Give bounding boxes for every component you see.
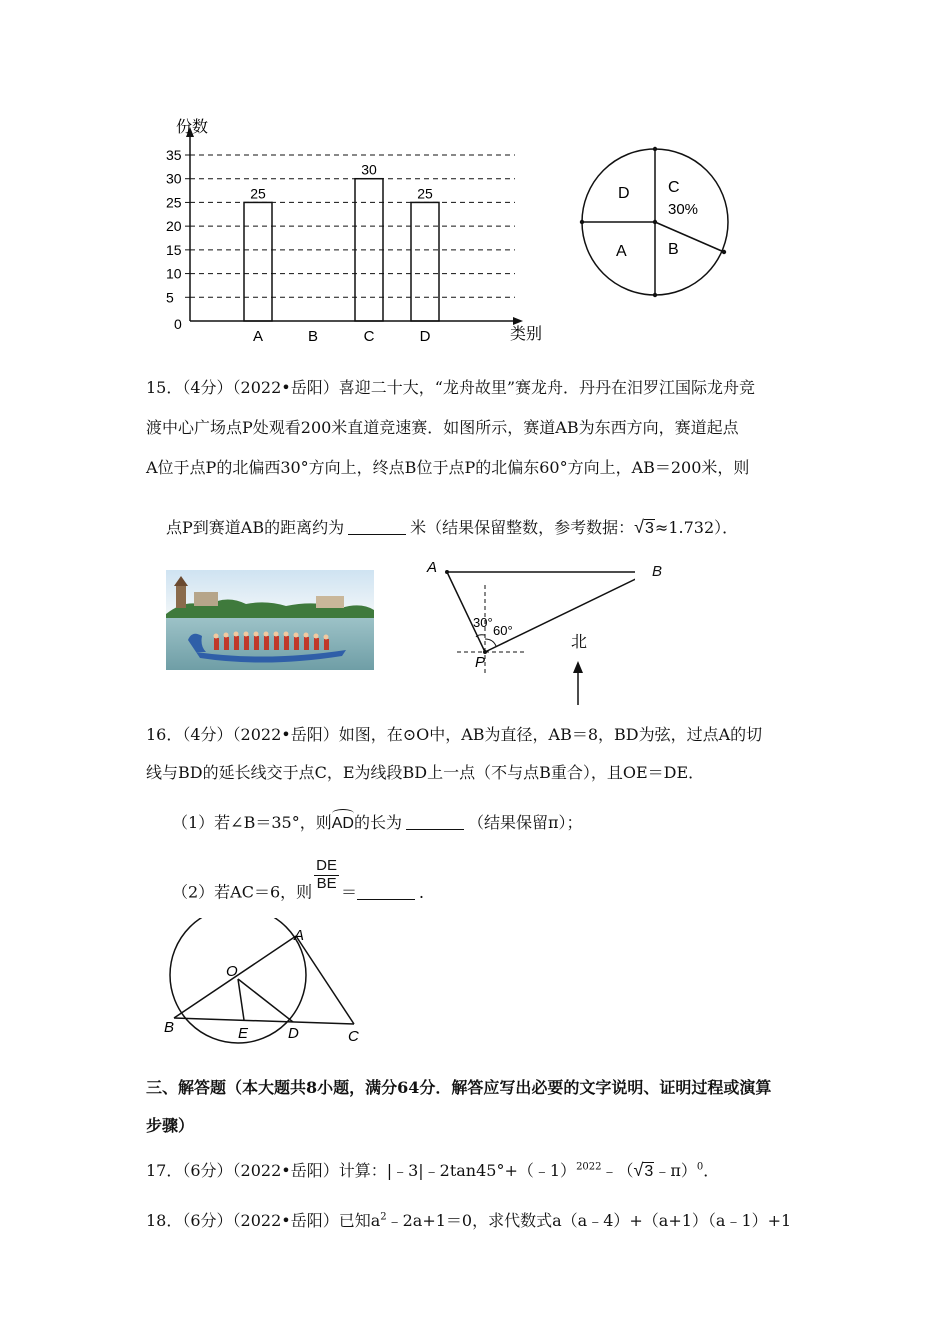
q15-line4-text-c: ≈1.732）．	[654, 518, 739, 537]
fraction-numerator: DE	[316, 857, 338, 874]
pie-chart	[570, 140, 740, 310]
y-tick-label: 10	[166, 265, 182, 282]
pie-label-c-percent: 30%	[668, 201, 699, 218]
bar-data-label: 30	[361, 161, 377, 178]
q16-part2-text-b: ＝	[341, 882, 358, 902]
segment-od	[238, 979, 293, 1022]
q16-line2: 线与BD的延长线交于点C，E为线段BD上一点（不与点B重合），且OE＝DE．	[146, 763, 705, 782]
q18-text-a: 18．（6分）（2022•岳阳）已知a	[146, 1211, 381, 1230]
fraction-de-over-be	[314, 858, 339, 892]
y-tick-label: 5	[166, 289, 174, 306]
pie-divider-c-b	[655, 222, 724, 252]
q17-line	[146, 1158, 719, 1181]
q17-text-d: ．	[703, 1161, 720, 1180]
q16-part2-text-c: ．	[419, 882, 436, 902]
sqrt-symbol: √	[633, 1160, 644, 1180]
segment-pa	[447, 572, 485, 652]
dragon-boat-photo	[166, 570, 374, 670]
label-north: 北	[571, 634, 588, 651]
q15-line3: A位于点P的北偏西30°方向上，终点B位于点P的北偏东60°方向上，AB＝200米，则	[146, 458, 750, 477]
y-tick-label: 15	[166, 241, 182, 258]
q16-part2-blank[interactable]	[357, 885, 415, 900]
q15-line4-text-b: 米（结果保留整数，参考数据：	[410, 518, 635, 537]
y-tick-label: 0	[174, 316, 182, 332]
bar-chart-gridlines	[185, 155, 515, 297]
y-tick-label: 35	[166, 147, 182, 163]
pie-point	[653, 147, 657, 151]
pie-label-b: B	[668, 241, 679, 258]
q16-circle-figure	[160, 918, 380, 1048]
q17-text-c: ﹣π）	[654, 1161, 697, 1180]
pie-point	[580, 220, 584, 224]
q17-text-b: ﹣（	[601, 1161, 634, 1180]
pie-center	[653, 220, 657, 224]
q17-text-a: 17．（6分）（2022•岳阳）计算：|﹣3|﹣2tan45°+（﹣1）	[146, 1161, 577, 1180]
pie-label-c: C	[668, 179, 680, 196]
q16-part1-blank[interactable]	[406, 815, 464, 830]
section3-heading: 三、解答题（本大题共8小题，满分64分．解答应写出必要的文字说明、证明过程或演算	[146, 1078, 772, 1097]
y-tick-label: 20	[166, 218, 182, 235]
pie-point	[653, 293, 657, 297]
q16-part2	[172, 857, 436, 910]
sqrt-radicand: 3	[644, 1163, 654, 1180]
q16-part1	[172, 810, 583, 833]
q16-part1-text-c: （结果保留π）；	[467, 813, 583, 832]
bar-chart-xlabel: 类别	[510, 326, 543, 343]
bar-chart-ylabel: 份数	[176, 119, 209, 136]
label-a: A	[427, 559, 438, 576]
pie-label-d: D	[618, 185, 630, 202]
dragon-boat-image	[166, 570, 374, 670]
bar	[244, 202, 272, 321]
fraction-denominator: BE	[316, 874, 337, 892]
q15-line4	[166, 515, 738, 538]
q18-text-b: ﹣2a+1＝0，求代数式a（a﹣4）+（a+1）（a﹣1）+1	[386, 1211, 792, 1230]
bar	[411, 202, 439, 321]
x-tick-label: A	[252, 328, 264, 345]
sqrt-radicand: 3	[645, 520, 654, 537]
q15-line1: 15．（4分）（2022•岳阳）喜迎二十大，“龙舟故里”赛龙舟．丹丹在汨罗江国际龙舟竞	[146, 378, 756, 397]
point-a	[445, 570, 449, 574]
q16-part2-text-a: （2）若AC＝6，则	[172, 882, 313, 902]
section3-heading-cont: 步骤）	[146, 1116, 195, 1135]
q17-exponent-0: 0	[696, 1161, 704, 1173]
x-tick-label: D	[419, 328, 431, 345]
y-tick-label: 25	[166, 194, 182, 211]
q15-direction-figure	[415, 555, 635, 710]
q18-exponent: 2	[380, 1211, 387, 1223]
north-arrow-icon	[573, 661, 583, 673]
bar-chart-tick-labels	[166, 147, 431, 345]
segment-bc	[174, 1018, 354, 1024]
q18-line	[146, 1208, 791, 1231]
q15-line2: 渡中心广场点P处观看200米直道竞速赛．如图所示，赛道AB为东西方向，赛道起点	[146, 418, 739, 437]
segment-pb	[485, 572, 635, 652]
label-b: B	[164, 1019, 175, 1036]
label-o: O	[226, 963, 238, 980]
label-a: A	[294, 927, 305, 944]
tangent-ac	[296, 936, 354, 1024]
bar-data-label: 25	[417, 185, 433, 202]
q16-line1: 16．（4分）（2022•岳阳）如图，在⊙O中，AB为直径，AB＝8，BD为弦，过点A的切	[146, 725, 763, 744]
label-p: P	[475, 654, 486, 671]
pie-point	[722, 250, 726, 254]
x-tick-label: B	[307, 328, 319, 345]
q16-part1-text-a: （1）若∠B＝35°，则	[172, 813, 332, 832]
q16-part1-text-b: 的长为	[353, 813, 402, 832]
y-tick-label: 30	[166, 170, 182, 187]
label-b: B	[652, 563, 663, 580]
q17-exponent-2022: 2022	[576, 1161, 602, 1173]
label-angle-60: 60°	[493, 623, 513, 638]
label-c: C	[348, 1028, 359, 1045]
bar-chart	[150, 110, 560, 350]
pie-label-a: A	[616, 243, 627, 260]
x-axis-arrow-icon	[513, 317, 523, 325]
q15-line4-text-a: 点P到赛道AB的距离约为	[166, 518, 345, 537]
label-e: E	[238, 1025, 249, 1042]
segment-oe	[238, 979, 244, 1020]
arc-ad: AD	[331, 815, 354, 832]
sqrt-symbol: √	[634, 517, 644, 537]
bar	[355, 179, 383, 321]
q15-answer-blank[interactable]	[348, 520, 406, 535]
x-tick-label: C	[363, 328, 375, 345]
label-d: D	[288, 1025, 299, 1042]
bar-data-label: 25	[250, 185, 266, 202]
label-angle-30: 30°	[473, 615, 493, 630]
angle-60-arc	[485, 639, 496, 646]
